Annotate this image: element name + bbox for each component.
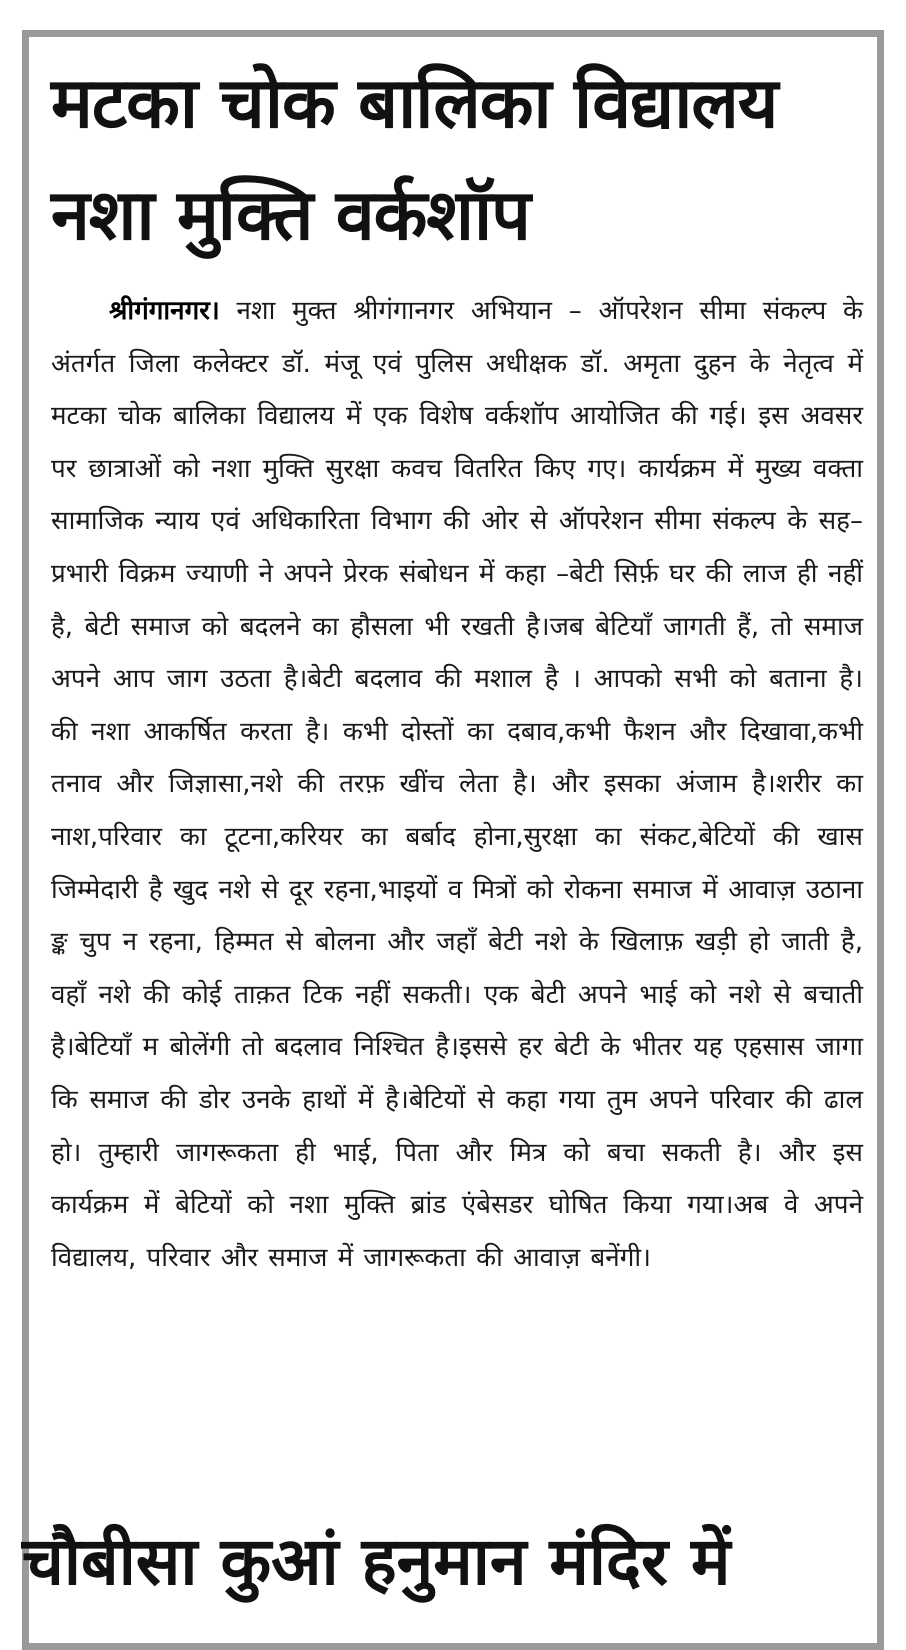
headline-line-2: नशा मुक्ति वर्कशॉप: [51, 174, 530, 256]
dateline: श्रीगंगानगर।: [109, 296, 220, 326]
article-frame: [22, 30, 884, 1650]
article-body: [51, 285, 863, 1284]
article-headline: [51, 47, 863, 271]
headline-line-1: मटका चोक बालिका विद्यालय: [51, 62, 778, 144]
article-content: [51, 47, 863, 1284]
next-article-headline: चौबीसा कुआं हनुमान मंदिर में: [22, 1523, 731, 1600]
article-text: नशा मुक्त श्रीगंगानगर अभियान – ऑपरेशन सीमा संकल्प के अंतर्गत जिला कलेक्टर डॉ. मंजू एवं पुलिस अधीक्षक डॉ. अमृता दुहन के नेतृत्व में मटका चोक बालिका विद्यालय में एक विशेष वर्कशॉप आयोजित की गई। इस अवसर पर छात्राओं को नशा मुक्ति सुरक्षा कवच वितरित किए गए। कार्यक्रम में मुख्य वक्ता सामाजिक न्याय एवं अधिकारिता विभाग की ओर से ऑपरेशन सीमा संकल्प के सह–प्रभारी विक्रम ज्याणी ने अपने प्रेरक संबोधन में कहा –बेटी सिर्फ़ घर की लाज ही नहीं है, बेटी समाज को बदलने का हौसला भी रखती है।जब बेटियाँ जागती हैं, तो समाज अपने आप जाग उठता है।बेटी बदलाव की मशाल है । आपको सभी को बताना है। की नशा आकर्षित करता है। कभी दोस्तों का दबाव,कभी फैशन और दिखावा,कभी तनाव और जिज्ञासा,नशे की तरफ़ खींच लेता है। और इसका अंजाम है।शरीर का नाश,परिवार का टूटना,करियर का बर्बाद होना,सुरक्षा का संकट,बेटियों की खास जिम्मेदारी है खुद नशे से दूर रहना,भाइयों व मित्रों को रोकना समाज में आवाज़ उठाना ङ्क चुप न रहना, हिम्मत से बोलना और जहाँ बेटी नशे के खिलाफ़ खड़ी हो जाती है, वहाँ नशे की कोई ताक़त टिक नहीं सकती। एक बेटी अपने भाई को नशे से बचाती है।बेटियाँ म बोलेंगी तो बदलाव निश्चित है।इससे हर बेटी के भीतर यह एहसास जागा कि समाज की डोर उनके हाथों में है।बेटियों से कहा गया तुम अपने परिवार की ढाल हो। तुम्हारी जागरूकता ही भाई, पिता और मित्र को बचा सकती है। और इस कार्यक्रम में बेटियों को नशा मुक्ति ब्रांड एंबेसडर घोषित किया गया।अब वे अपने विद्यालय, परिवार और समाज में जागरूकता की आवाज़ बनेंगी।: [51, 296, 863, 1273]
